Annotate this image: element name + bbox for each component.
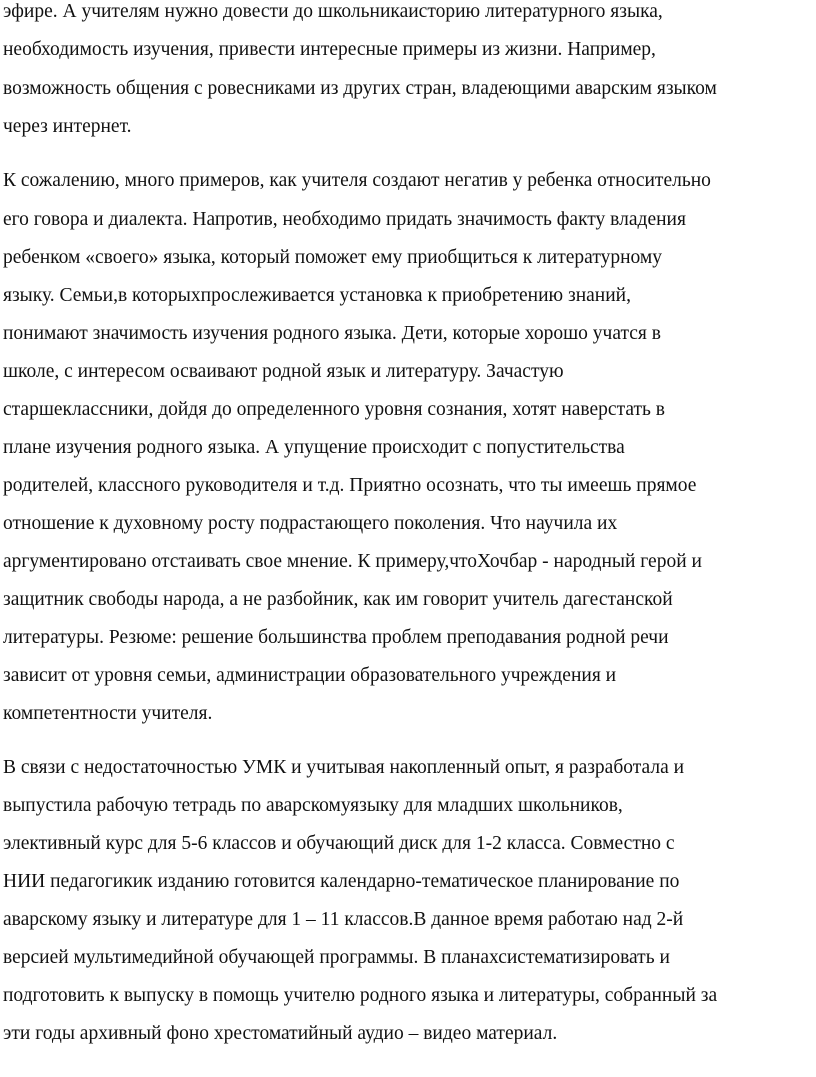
paragraph-3-line-7: подготовить к выпуску в помощь учителю родного языка и литературы, собранный за — [3, 985, 718, 1006]
paragraph-2-line-5: понимают значимость изучения родного языка. Дети, которые хорошо учатся в — [3, 323, 661, 344]
paragraph-3-line-2: выпустила рабочую тетрадь по аварскомуязыку для младших школьников, — [3, 795, 623, 816]
paragraph-3-line-3: элективный курс для 5-6 классов и обучающий диск для 1-2 класса. Совместно с — [3, 833, 675, 854]
paragraph-1-line-1: эфире. А учителям нужно довести до школьникаисторию литературного языка, — [3, 1, 663, 22]
paragraph-2-line-14: зависит от уровня семьи, администрации образовательного учреждения и — [3, 665, 617, 686]
paragraph-3-line-1: В связи с недостаточностью УМК и учитывая накопленный опыт, я разработала и — [3, 757, 685, 778]
paragraph-2-line-11: аргументировано отстаивать свое мнение. К примеру,чтоХочбар - народный герой и — [3, 551, 702, 572]
paragraph-2-line-13: литературы. Резюме: решение большинства проблем преподавания родной речи — [3, 627, 669, 648]
paragraph-3-line-8: эти годы архивный фоно хрестоматийный аудио – видео материал. — [3, 1023, 558, 1044]
paragraph-2-line-8: плане изучения родного языка. А упущение происходит с попустительства — [3, 437, 625, 458]
paragraph-2-line-2: его говора и диалекта. Напротив, необходимо придать значимость факту владения — [3, 209, 686, 230]
paragraph-2-line-7: старшеклассники, дойдя до определенного уровня сознания, хотят наверстать в — [3, 399, 665, 420]
paragraph-2-line-10: отношение к духовному росту подрастающего поколения. Что научила их — [3, 513, 618, 534]
paragraph-3-line-6: версией мультимедийной обучающей программы. В планахсистематизировать и — [3, 947, 670, 968]
paragraph-2-line-4: языку. Семьи,в которыхпрослеживается установка к приобретению знаний, — [3, 285, 631, 306]
paragraph-1-line-3: возможность общения с ровесниками из других стран, владеющими аварским языком — [3, 78, 717, 99]
paragraph-1-line-4: через интернет. — [3, 116, 132, 137]
paragraph-3-line-4: НИИ педагогикик изданию готовится календарно-тематическое планирование по — [3, 871, 680, 892]
paragraph-2-line-15: компетентности учителя. — [3, 703, 213, 724]
paragraph-2-line-12: защитник свободы народа, а не разбойник, как им говорит учитель дагестанской — [3, 589, 673, 610]
paragraph-2-line-1: К сожалению, много примеров, как учителя создают негатив у ребенка относительно — [3, 170, 711, 191]
paragraph-1-line-2: необходимость изучения, привести интересные примеры из жизни. Например, — [3, 39, 656, 60]
paragraph-2-line-3: ребенком «своего» языка, который поможет ему приобщиться к литературному — [3, 247, 662, 268]
paragraph-2-line-6: школе, с интересом осваивают родной язык и литературу. Зачастую — [3, 361, 564, 382]
paragraph-3-line-5: аварскому языку и литературе для 1 – 11 классов.В данное время работаю над 2-й — [3, 909, 684, 930]
paragraph-2-line-9: родителей, классного руководителя и т.д. Приятно осознать, что ты имеешь прямое — [3, 475, 697, 496]
